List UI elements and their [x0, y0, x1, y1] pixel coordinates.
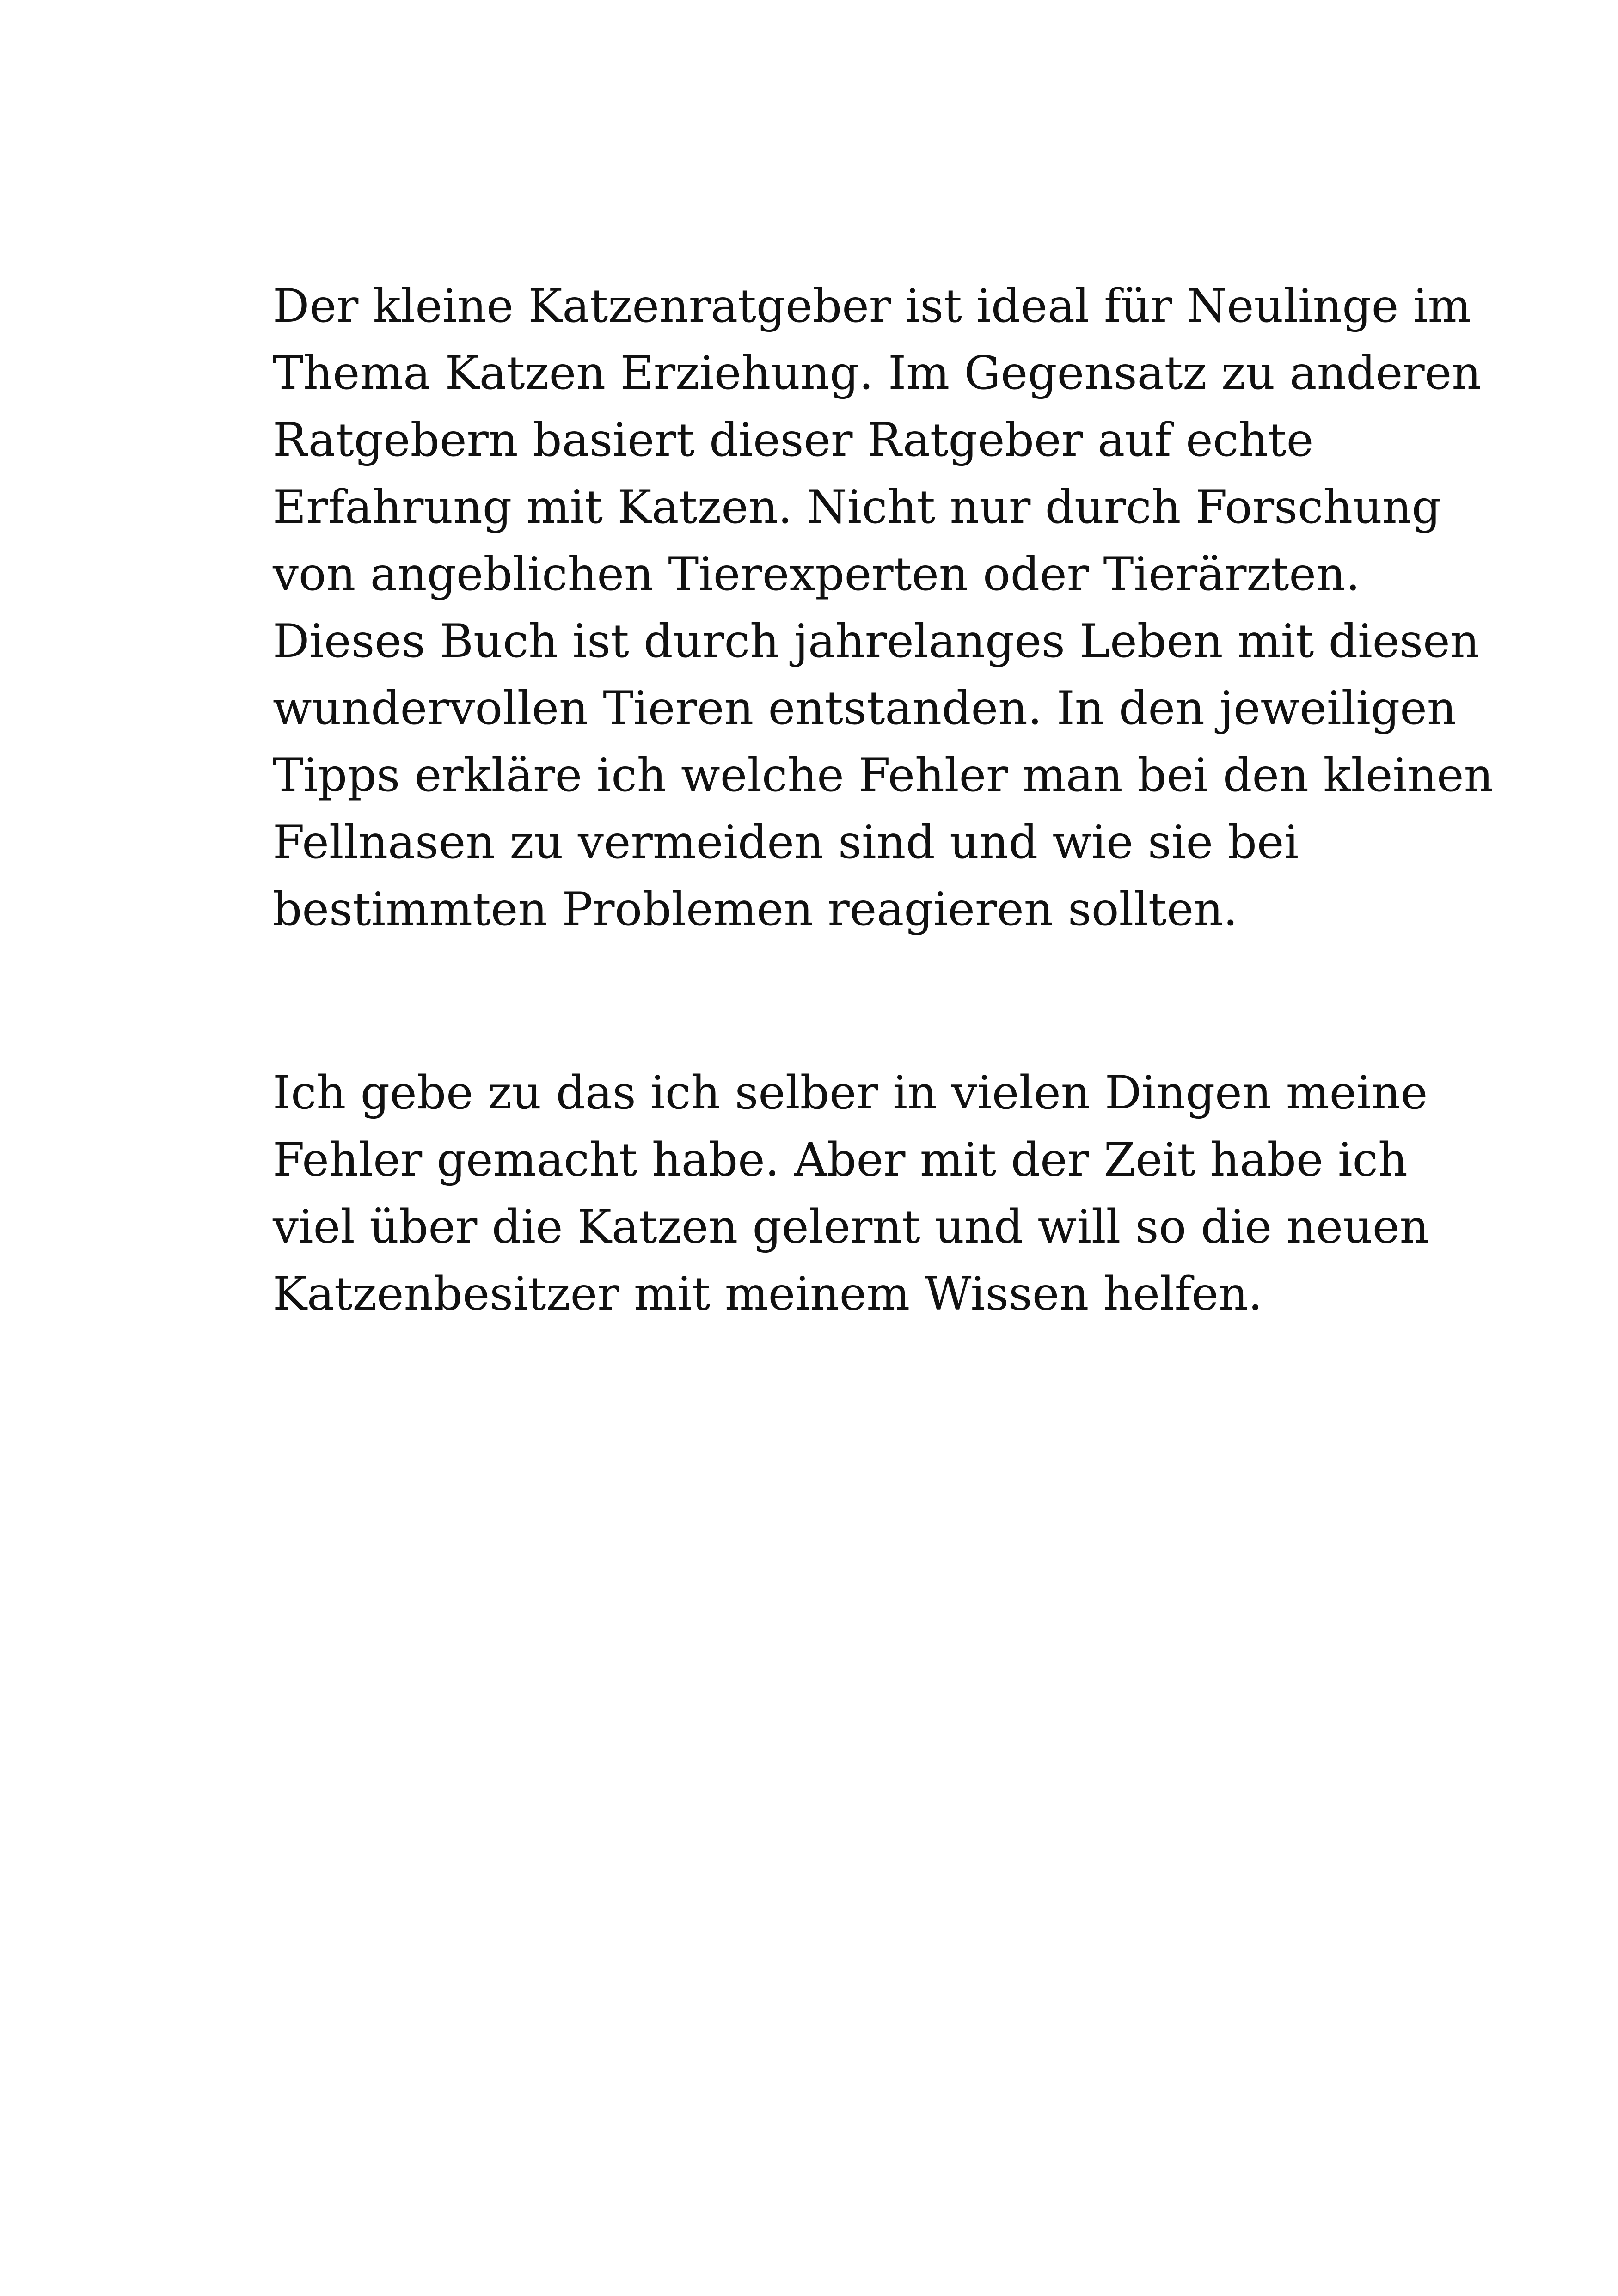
text-line: wundervollen Tieren entstanden. In den jeweiligen — [273, 682, 1457, 735]
text-line: Fellnasen zu vermeiden sind und wie sie bei — [273, 816, 1299, 869]
text-line: von angeblichen Tierexperten oder Tierärzten. — [273, 548, 1361, 601]
text-line: Thema Katzen Erziehung. Im Gegensatz zu anderen — [273, 347, 1481, 400]
text-line: Dieses Buch ist durch jahrelanges Leben mit diesen — [273, 615, 1480, 668]
text-line: bestimmten Problemen reagieren sollten. — [273, 883, 1238, 936]
text-line: Ratgebern basiert dieser Ratgeber auf echte — [273, 414, 1314, 467]
text-line: Tipps erkläre ich welche Fehler man bei den kleinen — [273, 749, 1494, 802]
text-line: Der kleine Katzenratgeber ist ideal für Neulinge im — [273, 280, 1471, 333]
paragraph-intro — [273, 273, 1494, 943]
text-line: viel über die Katzen gelernt und will so die neuen — [273, 1200, 1429, 1254]
text-line: Ich gebe zu das ich selber in vielen Dingen meine — [273, 1066, 1428, 1120]
paragraph-personal-note — [273, 1059, 1429, 1328]
text-line: Fehler gemacht habe. Aber mit der Zeit habe ich — [273, 1133, 1408, 1187]
text-line: Erfahrung mit Katzen. Nicht nur durch Forschung — [273, 481, 1441, 534]
text-line: Katzenbesitzer mit meinem Wissen helfen. — [273, 1267, 1263, 1321]
